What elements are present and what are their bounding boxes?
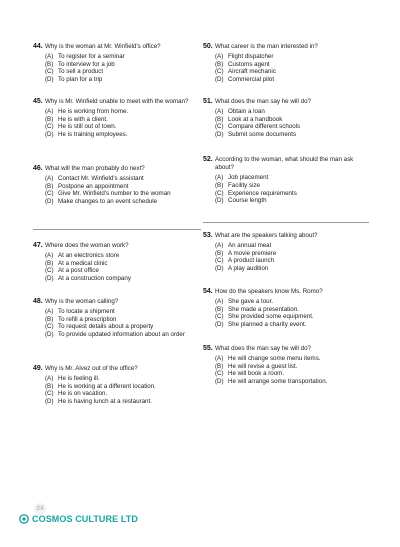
option-letter: (B)	[215, 60, 224, 68]
answer-option	[45, 131, 198, 139]
question-stem	[203, 43, 368, 51]
answer-option	[215, 123, 368, 131]
answer-option	[45, 116, 198, 124]
answer-options	[215, 242, 368, 272]
answer-options	[215, 174, 368, 204]
answer-option	[45, 76, 198, 84]
answer-option	[45, 308, 198, 316]
option-letter: (A)	[215, 174, 224, 182]
option-letter: (B)	[215, 115, 224, 123]
option-letter: (B)	[215, 182, 224, 189]
answer-options	[215, 108, 368, 138]
question-number: 44.	[33, 43, 43, 50]
question-text: Why is the woman calling?	[45, 298, 119, 305]
option-text: He is training employees.	[58, 130, 128, 138]
answer-options	[45, 308, 198, 338]
answer-option	[45, 260, 198, 268]
question-stem	[33, 98, 198, 106]
answer-options	[45, 175, 198, 205]
answer-option	[45, 61, 198, 69]
question-46	[33, 165, 198, 206]
option-text: Flight dispatcher	[228, 53, 274, 61]
answer-option	[45, 252, 198, 260]
question-number: 46.	[33, 165, 43, 172]
answer-option	[215, 370, 368, 378]
question-53	[203, 232, 368, 273]
option-text: Facility size	[228, 182, 260, 189]
question-text: Why is Mr. Winfield unable to meet with the woman?	[45, 98, 189, 105]
answer-options	[45, 252, 198, 282]
option-text: She made a presentation.	[228, 305, 299, 313]
option-text: Make changes to an event schedule	[58, 197, 158, 205]
question-number: 51.	[203, 98, 213, 105]
question-text: What will the man probably do next?	[45, 165, 145, 172]
question-stem	[33, 165, 198, 173]
option-letter: (D)	[45, 274, 54, 282]
cosmos-logo-icon	[19, 514, 29, 524]
option-text: Commercial pilot	[228, 75, 275, 83]
option-letter: (D)	[45, 75, 54, 83]
option-letter: (D)	[215, 264, 224, 272]
option-letter: (D)	[45, 130, 54, 138]
question-45	[33, 98, 198, 139]
option-text: She planned a charity event.	[228, 320, 307, 328]
question-47	[33, 242, 198, 283]
option-text: Compare different schools	[228, 123, 301, 131]
question-number: 55.	[203, 345, 213, 352]
option-letter: (C)	[45, 68, 54, 76]
question-text: What career is the man interested in?	[215, 43, 318, 50]
answer-option	[45, 375, 198, 383]
option-text: He is working from home.	[58, 108, 129, 116]
option-letter: (B)	[45, 60, 54, 68]
question-text: What are the speakers talking about?	[215, 232, 318, 239]
answer-option	[215, 108, 368, 116]
option-letter: (D)	[45, 330, 54, 338]
option-text: He will arrange some transportation.	[228, 377, 328, 385]
answer-option	[215, 131, 368, 139]
option-text: Experience requirements	[228, 189, 297, 197]
option-letter: (A)	[215, 108, 224, 116]
option-letter: (B)	[45, 315, 54, 323]
question-55	[203, 345, 368, 386]
answer-option	[215, 378, 368, 386]
option-text: He is working at a different location.	[58, 382, 156, 390]
answer-option	[45, 190, 198, 198]
brand-footer	[19, 514, 138, 524]
question-54	[203, 288, 368, 329]
answer-option	[215, 321, 368, 329]
answer-options	[45, 53, 198, 83]
option-text: He will revise a guest list.	[228, 362, 298, 370]
question-number: 45.	[33, 98, 43, 105]
option-text: To sell a product	[58, 68, 104, 76]
option-letter: (D)	[215, 377, 224, 385]
answer-option	[45, 123, 198, 131]
option-letter: (C)	[45, 123, 54, 131]
option-text: He will book a room.	[228, 370, 285, 378]
option-letter: (D)	[215, 320, 224, 328]
question-stem	[203, 156, 368, 172]
answer-option	[215, 250, 368, 258]
option-text: Obtain a loan	[228, 108, 265, 116]
question-text: Why is the woman at Mr. Winfield's office?	[45, 43, 161, 50]
option-letter: (C)	[215, 313, 224, 321]
answer-option	[45, 267, 198, 275]
brand-name: COSMOS CULTURE LTD	[32, 514, 138, 524]
option-text: To plan for a trip	[58, 75, 103, 83]
option-text: Postpone an appointment	[58, 182, 129, 190]
question-number: 48.	[33, 298, 43, 305]
option-letter: (C)	[45, 323, 54, 331]
answer-option	[45, 68, 198, 76]
answer-option	[45, 175, 198, 183]
page-number: 24	[34, 503, 46, 515]
answer-option	[215, 76, 368, 84]
option-letter: (A)	[45, 375, 54, 383]
question-49	[33, 365, 198, 406]
option-text: He is feeling ill.	[58, 375, 100, 383]
option-letter: (C)	[215, 68, 224, 76]
answer-option	[215, 257, 368, 265]
option-text: To provide updated information about an order	[58, 330, 185, 338]
option-letter: (A)	[45, 108, 54, 116]
option-letter: (C)	[215, 257, 224, 265]
option-text: A play audition	[228, 264, 269, 272]
option-text: Look at a handbook	[228, 115, 283, 123]
answer-options	[45, 375, 198, 405]
question-text: How do the speakers know Ms. Romo?	[215, 288, 323, 295]
answer-option	[45, 331, 198, 339]
question-number: 53.	[203, 232, 213, 239]
option-text: He will change some menu items.	[228, 355, 321, 363]
question-text: Why is Mr. Alvez out of the office?	[45, 365, 138, 372]
answer-option	[215, 53, 368, 61]
answer-options	[215, 53, 368, 83]
option-text: Give Mr. Winfield's number to the woman	[58, 190, 171, 198]
answer-option	[215, 242, 368, 250]
answer-option	[45, 323, 198, 331]
question-stem	[33, 242, 198, 250]
option-text: To interview for a job	[58, 60, 115, 68]
option-text: An annual meal	[228, 242, 271, 250]
option-text: A movie premiere	[228, 249, 277, 257]
option-letter: (A)	[215, 242, 224, 250]
option-letter: (A)	[45, 252, 54, 260]
option-text: She gave a tour.	[228, 298, 274, 306]
question-number: 47.	[33, 242, 43, 249]
answer-option	[45, 275, 198, 283]
question-number: 54.	[203, 288, 213, 295]
answer-option	[45, 398, 198, 406]
option-letter: (D)	[45, 197, 54, 205]
option-text: A product launch	[228, 257, 275, 265]
answer-option	[215, 265, 368, 273]
answer-option	[45, 183, 198, 191]
option-letter: (B)	[45, 182, 54, 190]
option-text: Contact Mr. Winfield's assistant	[58, 175, 144, 183]
question-text: What does the man say he will do?	[215, 98, 311, 105]
answer-option	[215, 182, 368, 190]
option-text: Course length	[228, 197, 267, 205]
option-text: She provided some equipment.	[228, 313, 314, 321]
option-text: At a medical clinic	[58, 259, 108, 267]
option-text: Submit some documents	[228, 130, 297, 138]
question-52	[203, 156, 368, 205]
answer-option	[215, 306, 368, 314]
question-51	[203, 98, 368, 139]
option-text: He is having lunch at a restaurant.	[58, 397, 152, 405]
option-letter: (C)	[45, 267, 54, 275]
answer-options	[215, 298, 368, 328]
option-text: At an electronics store	[58, 252, 120, 260]
option-text: He is on vacation.	[58, 390, 108, 398]
answer-option	[45, 383, 198, 391]
option-text: He is with a client.	[58, 115, 108, 123]
option-letter: (D)	[45, 397, 54, 405]
answer-option	[45, 108, 198, 116]
option-text: To locate a shipment	[58, 308, 115, 316]
option-text: At a construction company	[58, 274, 131, 282]
answer-option	[45, 198, 198, 206]
option-letter: (B)	[45, 259, 54, 267]
option-letter: (A)	[215, 53, 224, 61]
option-letter: (B)	[45, 382, 54, 390]
question-48	[33, 298, 198, 339]
question-stem	[203, 345, 368, 353]
answer-option	[45, 316, 198, 324]
option-text: Aircraft mechanic	[228, 68, 276, 76]
answer-option	[215, 68, 368, 76]
option-letter: (A)	[45, 308, 54, 316]
option-letter: (A)	[45, 175, 54, 183]
option-text: To refill a prescription	[58, 315, 117, 323]
option-letter: (A)	[215, 298, 224, 306]
option-letter: (B)	[215, 362, 224, 370]
option-letter: (C)	[45, 390, 54, 398]
question-number: 50.	[203, 43, 213, 50]
section-divider	[203, 222, 369, 223]
option-letter: (B)	[215, 249, 224, 257]
answer-option	[45, 390, 198, 398]
option-text: Customs agent	[228, 60, 270, 68]
answer-option	[215, 355, 368, 363]
option-text: He is still out of town.	[58, 123, 117, 131]
question-44	[33, 43, 198, 84]
option-letter: (C)	[215, 189, 224, 197]
option-text: Job placement	[228, 174, 269, 182]
answer-option	[215, 197, 368, 205]
question-number: 49.	[33, 365, 43, 372]
option-letter: (A)	[45, 53, 54, 61]
answer-option	[215, 116, 368, 124]
answer-option	[215, 190, 368, 198]
option-text: To request details about a property	[58, 323, 154, 331]
option-letter: (B)	[45, 115, 54, 123]
question-stem	[203, 98, 368, 106]
answer-option	[45, 53, 198, 61]
option-letter: (C)	[215, 123, 224, 131]
question-stem	[203, 288, 368, 296]
answer-option	[215, 363, 368, 371]
option-letter: (D)	[215, 130, 224, 138]
option-letter: (A)	[215, 355, 224, 363]
question-stem	[203, 232, 368, 240]
section-divider	[33, 229, 201, 230]
question-number: 52.	[203, 156, 213, 163]
answer-option	[215, 313, 368, 321]
option-text: To register for a seminar	[58, 53, 125, 61]
option-letter: (D)	[215, 197, 224, 205]
question-stem	[33, 365, 198, 373]
question-stem	[33, 43, 198, 51]
answer-option	[215, 174, 368, 182]
question-50	[203, 43, 368, 84]
question-text: What does the man say he will do?	[215, 345, 311, 352]
answer-options	[215, 355, 368, 385]
question-text: Where does the woman work?	[45, 242, 129, 249]
option-text: At a post office	[58, 267, 99, 275]
answer-option	[215, 298, 368, 306]
option-letter: (C)	[215, 370, 224, 378]
option-letter: (D)	[215, 75, 224, 83]
answer-option	[215, 61, 368, 69]
answer-options	[45, 108, 198, 138]
question-stem	[33, 298, 198, 306]
question-text: According to the woman, what should the man ask about?	[215, 156, 354, 172]
option-letter: (C)	[45, 190, 54, 198]
option-letter: (B)	[215, 305, 224, 313]
